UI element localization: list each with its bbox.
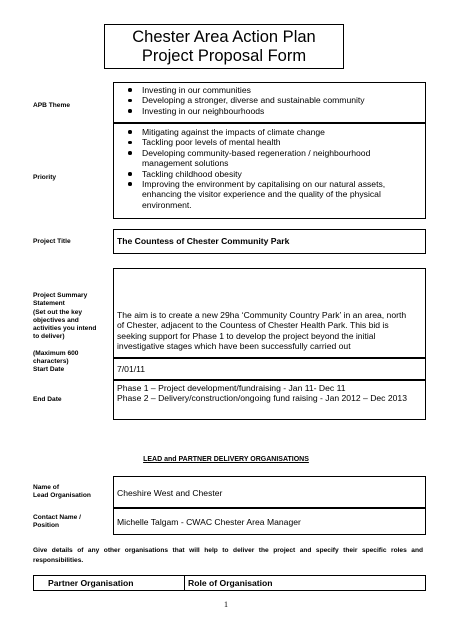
form-title-line-2: Project Proposal Form (141, 47, 307, 65)
priority-cell (113, 123, 426, 219)
lead-org-value: Cheshire West and Chester (117, 488, 223, 498)
lead-org-label-line: Lead Organisation (33, 492, 91, 500)
summary-label-line: Statement (33, 300, 65, 308)
apb-theme-item: Investing in our communities (114, 85, 425, 95)
summary-cell (113, 268, 426, 358)
contact-label-line: Contact Name / (33, 514, 81, 521)
priority-item: Improving the environment by capitalising on our natural assets, enhancing the visitor experience and the quality of the physical environment. (114, 179, 413, 210)
end-date-cell (113, 380, 426, 420)
summary-note-line: characters) (33, 358, 69, 366)
project-title-value: The Countess of Chester Community Park (117, 236, 290, 246)
partners-heading: LEAD and PARTNER DELIVERY ORGANISATIONS (143, 456, 309, 463)
end-date-phase-1: Phase 1 – Project development/fundraising - Jan 11- Dec 11 (117, 383, 346, 393)
summary-note-line: (Maximum 600 (33, 349, 79, 357)
priority-label: Priority (33, 174, 57, 181)
priority-item: Tackling childhood obesity (114, 169, 413, 179)
priority-item: Mitigating against the impacts of climate change (114, 127, 413, 137)
lead-org-label (33, 484, 113, 501)
project-title-cell (113, 229, 426, 254)
project-title-label: Project Title (33, 238, 71, 245)
contact-value: Michelle Talgam - CWAC Chester Area Manager (117, 517, 301, 527)
contact-label (33, 514, 113, 531)
apb-theme-item: Investing in our neighbourhoods (114, 106, 425, 116)
lead-org-label-line: Name of (33, 484, 60, 491)
form-title-line-1: Chester Area Action Plan (132, 28, 316, 46)
summary-value: The aim is to create a new 29ha ‘Community Country Park’ in an area, north of Chester, adjacent to the Countess of Chester Health Park. This bid is seeking support for Phase 1 to develop the project beyond the initial investigative stages which have been successfully carried out (117, 310, 407, 352)
summary-label (33, 292, 113, 366)
partner-org-header-text: Partner Organisation (48, 578, 134, 588)
role-header-text: Role of Organisation (188, 578, 273, 588)
page-number: 1 (224, 600, 228, 609)
apb-theme-label: APB Theme (33, 102, 71, 109)
end-date-label: End Date (33, 396, 62, 403)
start-date-cell (113, 358, 426, 380)
contact-cell (113, 508, 426, 535)
partner-org-column-header (33, 575, 185, 591)
end-date-phase-2: Phase 2 – Delivery/construction/ongoing fund raising - Jan 2012 – Dec 2013 (117, 393, 407, 404)
contact-label-line: Position (33, 522, 60, 530)
lead-org-cell (113, 476, 426, 508)
role-column-header (184, 575, 426, 591)
apb-theme-item: Developing a stronger, diverse and sustainable community (114, 95, 425, 105)
priority-item: Tackling poor levels of mental health (114, 137, 413, 147)
priority-item: Developing community-based regeneration / neighbourhood management solutions (114, 148, 413, 169)
summary-label-line: to deliver) (33, 333, 65, 341)
summary-label-line: activities you intend (33, 325, 97, 333)
summary-label-line: (Set out the key (33, 308, 83, 316)
form-title (104, 24, 344, 69)
start-date-value: 7/01/11 (117, 364, 146, 374)
summary-label-line: objectives and (33, 316, 79, 324)
start-date-label: Start Date (33, 366, 65, 373)
summary-label-line: Project Summary (33, 292, 88, 299)
other-orgs-instruction: Give details of any other organisations that will help to deliver the project and specify their specific roles and responsibilities. (33, 547, 423, 564)
apb-theme-cell (113, 82, 426, 123)
